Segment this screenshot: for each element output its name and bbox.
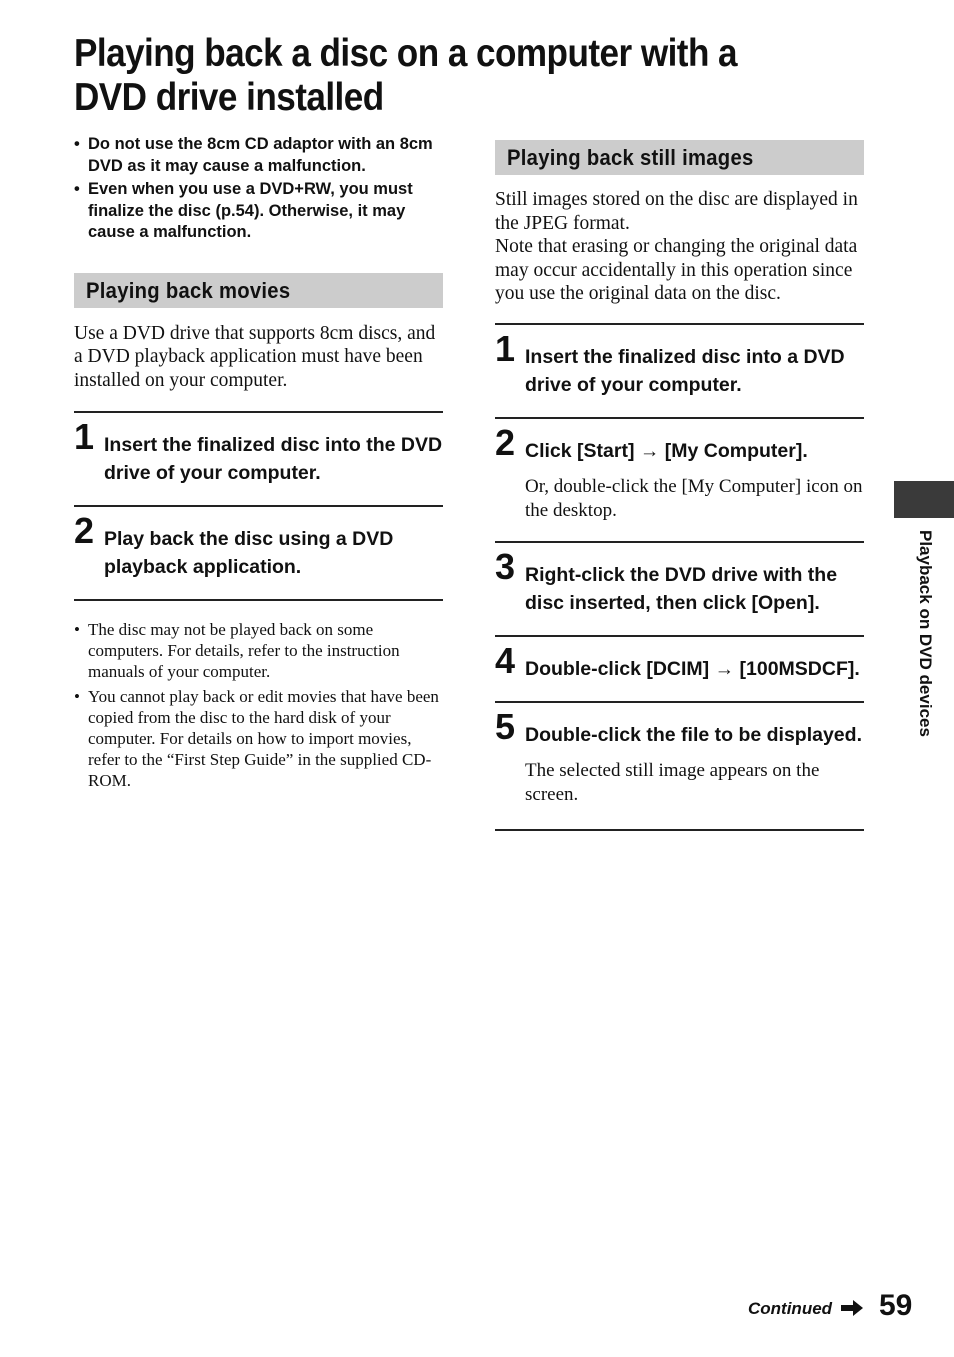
movies-steps <box>74 411 443 601</box>
step-instruction: Insert the finalized disc into a DVD drive of your computer. <box>525 345 845 396</box>
notes-list <box>74 619 443 791</box>
step-item <box>74 507 443 601</box>
step-instruction: Double-click the file to be displayed. <box>525 723 862 746</box>
step-number: 5 <box>495 705 516 747</box>
movies-intro: Use a DVD drive that supports 8cm discs, and a DVD playback application must have been installed on your computer. <box>74 322 436 391</box>
step-instruction: Click [Start] → [My Computer]. <box>525 439 808 462</box>
note-item: • You cannot play back or edit movies that have been copied from the disc to the hard disk of your computer. For details on how to import movies, refer to the “First Step Guide” in the supplied CD-ROM. <box>74 686 443 791</box>
step-instruction: Double-click [DCIM] → [100MSDCF]. <box>525 657 860 680</box>
warning-item: • Do not use the 8cm CD adaptor with an 8cm DVD as it may cause a malfunction. <box>74 134 443 177</box>
step-item <box>495 543 864 637</box>
step-number: 2 <box>495 421 516 463</box>
section-heading-still-images <box>495 140 864 175</box>
still-images-intro: Still images stored on the disc are displayed in the JPEG format. Note that erasing or changing the original data may occur accidentally in this operation since you use the original data on the disc. <box>495 189 858 304</box>
step-number: 4 <box>495 639 516 681</box>
step-note: Or, double-click the [My Computer] icon on the desktop. <box>525 475 863 521</box>
step-item <box>495 637 864 703</box>
step-instruction: Right-click the DVD drive with the disc inserted, then click [Open]. <box>525 563 838 614</box>
continued-arrow-icon <box>840 1299 864 1317</box>
note-item: • The disc may not be played back on some computers. For details, refer to the instruction manuals of your computer. <box>74 619 443 682</box>
page-title: Playing back a disc on a computer with a DVD drive installed <box>74 32 738 119</box>
step-note: The selected still image appears on the screen. <box>525 759 820 805</box>
page-number: 59 <box>879 1289 913 1322</box>
step-instruction: Play back the disc using a DVD playback application. <box>104 528 394 578</box>
left-column <box>74 134 443 795</box>
chapter-tab-marker <box>894 481 954 518</box>
step-number: 3 <box>495 545 516 587</box>
step-item <box>74 413 443 507</box>
section-heading-movies <box>74 273 443 308</box>
step-item <box>495 325 864 419</box>
section-heading-label: Playing back movies <box>86 277 291 303</box>
step-item <box>495 703 864 831</box>
section-heading-label: Playing back still images <box>507 145 754 170</box>
warning-list <box>74 134 443 244</box>
warning-item: • Even when you use a DVD+RW, you must finalize the disc (p.54). Otherwise, it may cause a malfunction. <box>74 179 443 244</box>
still-images-steps <box>495 323 864 831</box>
step-number: 1 <box>74 416 95 457</box>
step-number: 1 <box>495 327 516 369</box>
right-column <box>495 140 864 831</box>
step-instruction: Insert the finalized disc into the DVD drive of your computer. <box>104 434 443 484</box>
step-number: 2 <box>74 510 95 551</box>
chapter-side-label: Playback on DVD devices <box>916 530 935 737</box>
step-item <box>495 419 864 543</box>
continued-label: Continued <box>748 1299 833 1318</box>
